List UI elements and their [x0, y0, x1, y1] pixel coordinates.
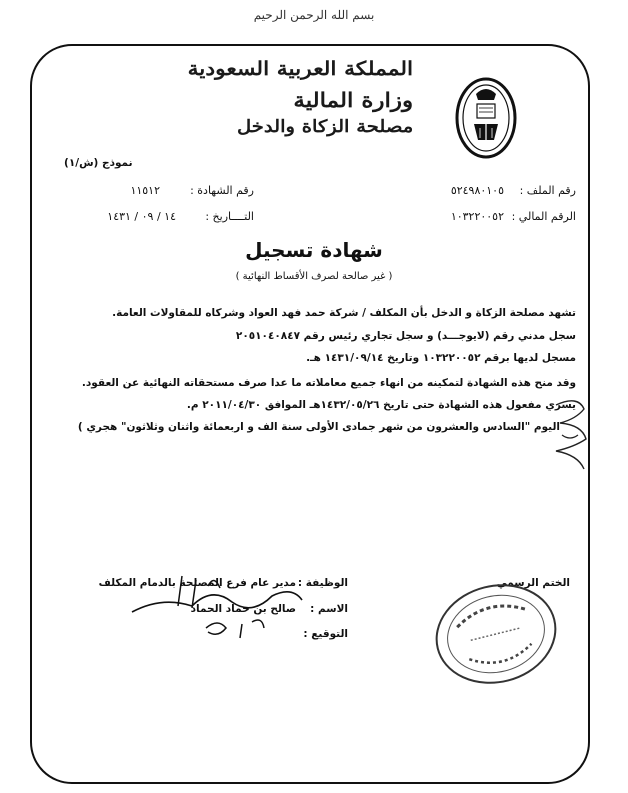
body-line-taxpayer: تشهد مصلحة الزكاة و الدخل بأن المكلف / شركة حمد فهد العواد وشركاه للمقاولات العامة.	[112, 307, 576, 319]
file-no-label: رقم الملف :	[519, 184, 576, 197]
job-label: الوظيفة :	[297, 577, 348, 589]
file-no-value: ٥٢٤٩٨٠١٠٥	[450, 184, 504, 197]
body-line-date-words: اليوم "السادس والعشرون من شهر جمادى الأولى سنة الف و اربعمائة واثنان وثلاثون" هجري )	[77, 421, 560, 433]
signature-label: التوقيع :	[303, 628, 348, 640]
basmala: بسم الله الرحمن الرحيم	[253, 8, 375, 22]
certificate-no-label: رقم الشهادة :	[190, 184, 254, 197]
date-label: التــــاريخ :	[205, 210, 254, 223]
financial-no-label: الرقم المالي :	[511, 210, 576, 223]
name-value: صالح بن حماد الحماد	[190, 603, 296, 615]
ministry-emblem-icon	[454, 76, 518, 160]
body-line-registered-number: مسجل لديها برقم ١٠٣٢٢٠٠٥٢ وتاريخ ١٤٣١/٠٩/١٤ هـ.	[306, 352, 576, 364]
page-subtitle: ( غير صالحة لصرف الأقساط النهائية )	[235, 271, 393, 282]
body-line-purpose: وقد منح هذه الشهادة لتمكينه من انهاء جميع معاملاته ما عدا صرف مستحقاته النهائية عن العقود.	[81, 377, 576, 389]
seal-label: الختم الرسمي	[496, 577, 570, 589]
financial-no-value: ١٠٣٢٢٠٠٥٢	[450, 210, 504, 223]
body-line-validity: يسري مفعول هذه الشهادة حتى تاريخ ١٤٣٢/٠٥/٢٦هـ الموافق ٢٠١١/٠٤/٣٠ م.	[186, 399, 576, 411]
page-title: شهادة تسجيل	[245, 238, 383, 262]
handwritten-annotation-icon	[548, 395, 598, 475]
header-department: مصلحة الزكاة والدخل	[236, 117, 413, 137]
form-number: نموذج (ش/١)	[64, 157, 133, 169]
header-kingdom: المملكة العربية السعودية	[187, 58, 413, 80]
certificate-no-value: ١١٥١٢	[130, 184, 160, 197]
name-label: الاسم :	[310, 603, 348, 615]
handwritten-signature-icon	[122, 566, 312, 642]
date-value: ١٤ / ٠٩ / ١٤٣١	[107, 210, 176, 223]
official-stamp-icon	[430, 578, 562, 690]
job-value: مدير عام فرع المصلحة بالدمام المكلف	[98, 577, 296, 589]
body-line-registration: سجل مدني رقم (لايوجـــد) و سجل تجاري رئيس رقم ٢٠٥١٠٤٠٨٤٧	[235, 330, 576, 342]
header-ministry: وزارة المالية	[293, 88, 413, 112]
